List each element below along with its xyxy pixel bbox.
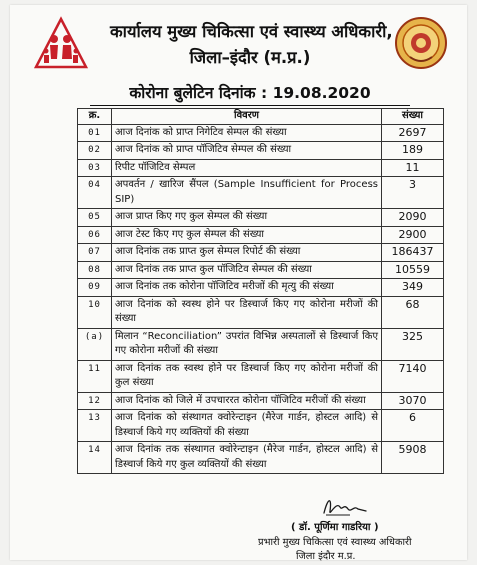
signatory-name: ( डॉ. पूर्णिमा गाडरिया ) [291,522,379,533]
row-number: 03 [78,159,112,177]
row-number: 07 [78,244,112,262]
row-description: आज टेस्ट किए गए कुल सेम्पल की संख्या [112,226,382,244]
table-row [78,410,444,442]
row-description: आज दिनांक को प्राप्त पॉजिटिव सेम्पल की संख्या [112,142,382,160]
table-row [78,392,444,410]
row-number: 06 [78,226,112,244]
table-row [78,244,444,262]
row-count: 6 [382,410,444,442]
signatory-district: जिला इंदौर म.प्र. [296,551,356,562]
row-number: 08 [78,261,112,279]
table-row [78,226,444,244]
row-description: आज दिनांक तक प्राप्त कुल पॉजिटिव सेम्पल की संख्या [112,261,382,279]
row-count: 3070 [382,392,444,410]
office-title: कार्यालय मुख्य चिकित्सा एवं स्वास्थ्य अधिकारी, [110,22,393,41]
row-count: 68 [382,296,444,328]
signature-image [320,493,370,519]
row-count: 3 [382,177,444,209]
district-title: जिला–इंदौर (म.प्र.) [189,48,311,67]
row-number: 01 [78,124,112,142]
row-number: 05 [78,209,112,227]
row-description: आज दिनांक को संस्थागत क्वोरेन्टाइन (मैरेज गार्डन, होस्टल आदि) से डिस्चार्ज किये गए व्यक्तियों की संख्या [112,410,382,442]
row-number: 09 [78,279,112,297]
row-count: 189 [382,142,444,160]
row-description: मिलान “Reconciliation” उपरांत विभिन्न अस्पतालों से डिस्चार्ज किए गए कोरोना मरीजों की संख्या [112,328,382,360]
row-number: 14 [78,442,112,474]
state-emblem-icon [394,15,448,71]
row-description: आज दिनांक तक संस्थागत क्वोरेन्टाइन (मैरेज गार्डन, होस्टल आदि) से डिस्चार्ज किये गए कुल व्यक्तियों की संख्या [112,442,382,474]
table-row [78,177,444,209]
column-header-count: संख्या [382,109,444,125]
table-row [78,142,444,160]
row-number: 13 [78,410,112,442]
row-description: आज दिनांक तक प्राप्त कुल सेम्पल रिपोर्ट की संख्या [112,244,382,262]
table-row [78,159,444,177]
table-row [78,296,444,328]
document-page [10,5,467,560]
row-number: 12 [78,392,112,410]
table-row [78,124,444,142]
table-header-row [78,109,444,125]
table-row [78,442,444,474]
row-count: 2090 [382,209,444,227]
row-number: (a) [78,328,112,360]
table-row [78,279,444,297]
row-number: 10 [78,296,112,328]
row-count: 11 [382,159,444,177]
row-description: आज दिनांक तक कोरोना पॉजिटिव मरीजों की मृत्यु की संख्या [112,279,382,297]
row-description: आज दिनांक तक स्वस्थ होने पर डिस्चार्ज किए गए कोरोना मरीजों की कुल संख्या [112,360,382,392]
table-row [78,328,444,360]
row-description: आज दिनांक को प्राप्त निगेटिव सेम्पल की संख्या [112,124,382,142]
row-description: आज प्राप्त किए गए कुल सेम्पल की संख्या [112,209,382,227]
row-number: 11 [78,360,112,392]
bulletin-heading: कोरोना बुलेटिन दिनांक : 19.08.2020 [90,81,410,106]
row-count: 2900 [382,226,444,244]
row-description: आज दिनांक को स्वस्थ होने पर डिस्चार्ज किए गए कोरोना मरीजों की संख्या [112,296,382,328]
table-row [78,209,444,227]
row-number: 04 [78,177,112,209]
column-header-description: विवरण [112,109,382,125]
row-count: 2697 [382,124,444,142]
row-count: 325 [382,328,444,360]
bulletin-table [77,108,444,474]
table-row [78,360,444,392]
row-description: अपवर्तन / खारिज सैंपल (Sample Insufficient for Process SIP) [112,177,382,209]
row-description: आज दिनांक को जिले में उपचाररत कोरोना पॉजिटिव मरीजों की संख्या [112,392,382,410]
row-description: रिपीट पॉजिटिव सेम्पल [112,159,382,177]
signatory-designation: प्रभारी मुख्य चिकित्सा एवं स्वास्थ्य अधिकारी [258,537,412,548]
row-count: 7140 [382,360,444,392]
row-count: 186437 [382,244,444,262]
row-count: 10559 [382,261,444,279]
row-count: 349 [382,279,444,297]
table-row [78,261,444,279]
row-number: 02 [78,142,112,160]
column-header-serial: क्र. [78,109,112,125]
family-emblem-icon [32,15,90,73]
row-count: 5908 [382,442,444,474]
